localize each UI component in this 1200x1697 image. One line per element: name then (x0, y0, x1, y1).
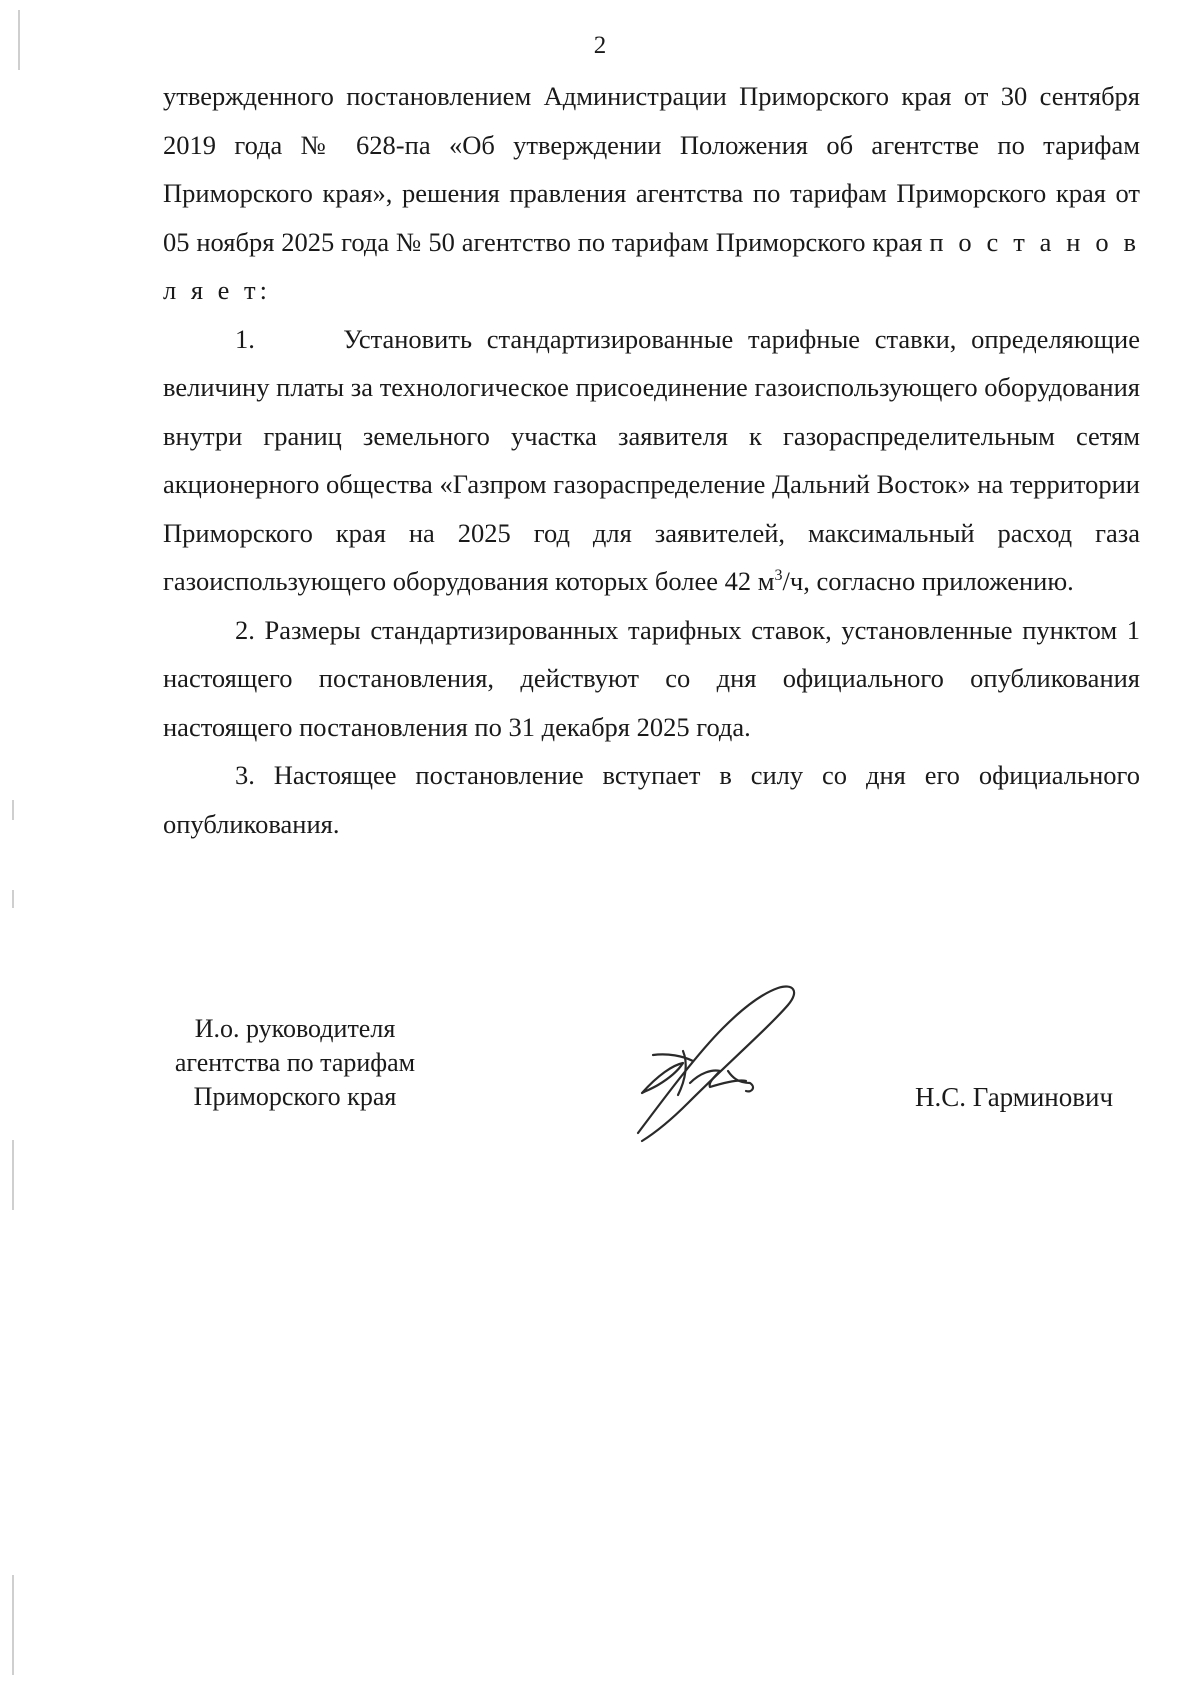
intro-text: утвержденного постановлением Администрации Приморского края от 30 сентября 2019 года № 628-па «Об утверждении Положения об агентстве по тарифам Приморского края», решения правления агентства по тарифам Приморского края от 05 ноября 2025 года № 50 агентство по тарифам Приморского края (163, 81, 1140, 257)
signatory-name: Н.С. Гарминович (915, 1082, 1114, 1112)
position-line-1: И.о. руководителя (194, 1014, 396, 1043)
item-3-paragraph: 3. Настоящее постановление вступает в силу со дня его официального опубликования. (163, 760, 1140, 839)
signatory-position (150, 1012, 440, 1114)
item-1-text-end: /ч, согласно приложению. (782, 566, 1074, 596)
scan-edge-mark (12, 1140, 14, 1210)
document-body (163, 72, 1140, 848)
handwritten-signature (628, 983, 828, 1153)
position-line-2: агентства по тарифам (174, 1048, 416, 1077)
item-1-text: Установить стандартизированные тарифные ставки, определяющие величину платы за технологическое присоединение газоиспользующего оборудования внутри границ земельного участка заявителя к газораспределительным сетям акционерного общества «Газпром газораспределение Дальний Восток» на территории Приморского края на 2025 год для заявителей, максимальный расход газа газоиспользующего оборудования которых более 42 м (163, 323, 1140, 596)
item-1-number: 1. (235, 323, 255, 354)
item-1-superscript: 3 (774, 567, 783, 585)
scan-edge-mark (12, 1575, 14, 1675)
position-line-3: Приморского края (193, 1082, 397, 1111)
decree-word: п о с т а н о в л я е т: (163, 226, 1140, 305)
scan-edge-mark (12, 800, 14, 820)
intro-paragraph (163, 72, 1140, 315)
scan-edge-mark (12, 890, 14, 908)
item-1-paragraph (163, 315, 1140, 606)
item-2-paragraph: 2. Размеры стандартизированных тарифных ставок, установленные пунктом 1 настоящего постановления, действуют со дня официального опубликования настоящего постановления по 31 декабря 2025 года. (163, 614, 1140, 742)
page-number: 2 (593, 32, 607, 59)
